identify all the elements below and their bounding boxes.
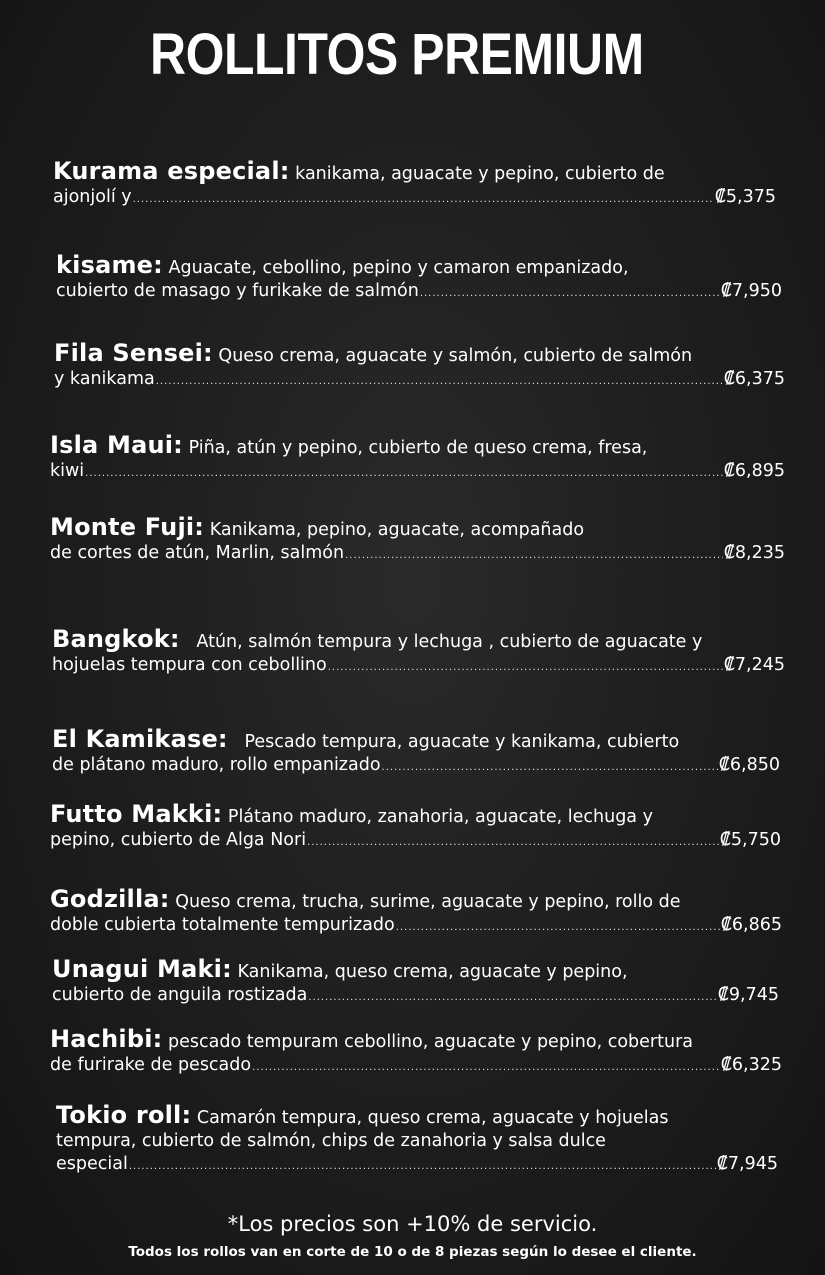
menu-item-description: Aguacate, cebollino, pepino y camaron empanizado, [168, 258, 629, 278]
dot-leader [328, 656, 723, 679]
menu-item-first-line [52, 725, 780, 754]
menu-item-price-line [53, 186, 776, 211]
menu-item-price-line [54, 368, 785, 393]
pieces-note: Todos los rollos van en corte de 10 o de 8 piezas según lo desee el cliente. [128, 1244, 697, 1260]
menu-item-unagui-maki [52, 955, 779, 1009]
menu-item-second-line: tempura, cubierto de salmón, chips de zanahoria y salsa dulce [56, 1131, 606, 1151]
dot-leader [396, 916, 720, 939]
menu-item-description-end: y kanikama [54, 369, 155, 389]
menu-item-hachibi [50, 1025, 782, 1079]
menu-item-description: Atún, salmón tempura y lechuga , cubierto de aguacate y [196, 632, 703, 652]
dot-leader [156, 370, 723, 393]
menu-item-price-line [50, 1054, 782, 1079]
dot-leader [129, 1155, 716, 1178]
service-charge-note: *Los precios son +10% de servicio. [227, 1212, 598, 1236]
menu-item-price: ₡7,950 [720, 281, 782, 301]
menu-item-kurama-especial [53, 157, 776, 211]
menu-item-first-line [56, 1101, 778, 1130]
dot-leader [345, 544, 723, 567]
menu-item-description-end: cubierto de masago y furikake de salmón [56, 281, 419, 301]
menu-item-price-line [50, 460, 785, 485]
dot-leader [308, 986, 716, 1009]
menu-item-name: Fila Sensei: [54, 339, 213, 367]
menu-item-price-line [52, 754, 780, 779]
menu-item-price: ₡6,375 [723, 369, 785, 389]
menu-item-price: ₡6,325 [720, 1055, 782, 1075]
menu-item-price-line [50, 829, 781, 854]
menu-item-name: Futto Makki: [50, 800, 223, 828]
menu-item-price: ₡5,750 [719, 830, 781, 850]
dot-leader [133, 188, 714, 211]
menu-item-name: El Kamikase: [52, 725, 228, 753]
menu-item-price: ₡6,865 [720, 915, 782, 935]
menu-item-price-line [56, 1153, 778, 1178]
menu-item-price: ₡8,235 [723, 543, 785, 563]
menu-item-first-line [53, 157, 776, 186]
menu-item-description-end: pepino, cubierto de Alga Nori [50, 830, 307, 850]
menu-item-name: Monte Fuji: [50, 513, 205, 541]
menu-item-description: Piña, atún y pepino, cubierto de queso crema, fresa, [188, 438, 648, 458]
menu-item-description-end: especial [56, 1154, 128, 1174]
menu-item-godzilla [50, 885, 782, 939]
menu-item-description: Kanikama, pepino, aguacate, acompañado [209, 520, 585, 540]
menu-item-price-line [50, 542, 785, 567]
menu-item-name: Hachibi: [50, 1025, 163, 1053]
menu-item-first-line [50, 431, 785, 460]
menu-item-isla-maui [50, 431, 785, 485]
menu-item-tokio-roll [56, 1101, 778, 1178]
menu-item-name: Isla Maui: [50, 431, 183, 459]
menu-item-description-end: kiwi [50, 461, 85, 481]
menu-item-description-end: hojuelas tempura con cebollino [52, 655, 327, 675]
menu-item-description-end: doble cubierta totalmente tempurizado [50, 915, 395, 935]
menu-item-description-end: ajonjolí y [53, 187, 132, 207]
menu-item-name: Tokio roll: [56, 1101, 192, 1129]
menu-item-description-end: cubierto de anguila rostizada [52, 985, 308, 1005]
dot-leader [382, 756, 718, 779]
menu-item-description-end: de plátano maduro, rollo empanizado [52, 755, 381, 775]
menu-item-monte-fuji [50, 513, 785, 567]
menu-item-fila-sensei [54, 339, 785, 393]
menu-item-description-end: de cortes de atún, Marlin, salmón [50, 543, 345, 563]
dot-leader [252, 1056, 720, 1079]
menu-item-price-line [52, 654, 785, 679]
menu-item-price: ₡5,375 [714, 187, 776, 207]
menu-item-description: Camarón tempura, queso crema, aguacate y hojuelas [196, 1108, 669, 1128]
menu-item-el-kamikase [52, 725, 780, 779]
menu-item-description-end: de furirake de pescado [50, 1055, 252, 1075]
dot-leader [85, 462, 723, 485]
menu-item-first-line [52, 625, 785, 654]
menu-item-futto-makki [50, 800, 781, 854]
menu-item-description: pescado tempuram cebollino, aguacate y pepino, cobertura [168, 1032, 693, 1052]
menu-item-description: Queso crema, trucha, surime, aguacate y pepino, rollo de [175, 892, 681, 912]
menu-item-name: kisame: [56, 251, 163, 279]
menu-item-name: Godzilla: [50, 885, 170, 913]
menu-item-description: Pescado tempura, aguacate y kanikama, cubierto [244, 732, 680, 752]
menu-item-description: kanikamа, aguacate y pepino, cubierto de [295, 164, 665, 184]
dot-leader [420, 282, 720, 305]
menu-item-price: ₡7,945 [716, 1154, 778, 1174]
menu-item-first-line [50, 1025, 782, 1054]
menu-item-price-line [56, 280, 782, 305]
menu-item-description: Kanikama, queso crema, aguacate y pepino, [237, 962, 628, 982]
menu-title: ROLLITOS PREMIUM [150, 22, 644, 87]
menu-item-kisame [56, 251, 782, 305]
menu-item-name: Kurama especial: [53, 157, 290, 185]
menu-item-bangkok [52, 625, 785, 679]
menu-item-price: ₡9,745 [717, 985, 779, 1005]
menu-item-description: Queso crema, aguacate y salmón, cubierto de salmón [218, 346, 693, 366]
menu-item-first-line [56, 251, 782, 280]
menu-item-first-line [50, 800, 781, 829]
menu-item-first-line [52, 955, 779, 984]
menu-item-price: ₡7,245 [723, 655, 785, 675]
menu-item-first-line [54, 339, 785, 368]
menu-item-name: Unagui Maki: [52, 955, 232, 983]
menu-item-first-line [50, 513, 785, 542]
menu-item-price-line [50, 914, 782, 939]
menu-item-name: Bangkok: [52, 625, 180, 653]
menu-item-price: ₡6,895 [723, 461, 785, 481]
menu-item-description: Plátano maduro, zanahoria, aguacate, lechuga y [227, 807, 653, 827]
menu-item-price-line [52, 984, 779, 1009]
dot-leader [307, 831, 719, 854]
menu-item-price: ₡6,850 [718, 755, 780, 775]
menu-item-first-line [50, 885, 782, 914]
